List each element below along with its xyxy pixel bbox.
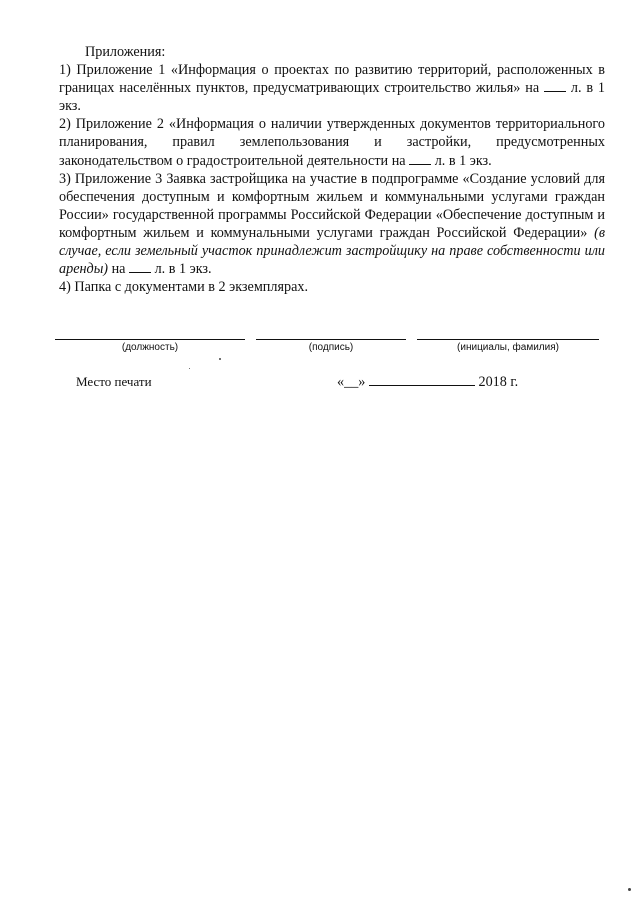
attachment-item-2-suffix: л. в 1 экз.	[434, 152, 492, 169]
page-count-blank	[409, 153, 431, 165]
date-month-blank	[369, 373, 475, 386]
stamp-label: Место печати	[76, 374, 152, 389]
scan-speck	[219, 358, 221, 360]
scan-speck	[628, 888, 631, 891]
attachment-item-3-mid: на	[111, 261, 126, 278]
signature-caption: (подпись)	[308, 342, 354, 353]
position-line	[55, 339, 245, 340]
attachment-item-3-suffix: л. в 1 экз.	[154, 261, 212, 278]
attachment-item-2-text: 2) Приложение 2 «Информация о наличии утвержденных документов территориального планирования, правил землепользования и застройки, предусмотренных законодательством о градостроительной деятельности на	[59, 116, 605, 169]
attachment-item-3	[59, 170, 605, 279]
attachments-section	[59, 43, 605, 296]
attachment-item-1-suffix: л. в 1 экз.	[59, 80, 606, 115]
attachment-item-3-text: 3) Приложение 3 Заявка застройщика на участие в подпрограмме «Создание условий для обеспечения доступным и комфортным жильем и коммунальными услугами граждан России» государственной программы Российской Федерации «Обеспечение доступным и комфортным жильем и коммунальными услугами граждан Российской Федерации»	[59, 170, 605, 241]
attachment-item-2	[59, 115, 605, 169]
year-label: 2018 г.	[478, 374, 519, 390]
attachment-item-4	[59, 278, 605, 296]
scan-speck	[189, 368, 190, 369]
date-close-quote: »	[358, 374, 366, 390]
attachment-item-1	[59, 61, 605, 115]
page-count-blank	[544, 80, 566, 92]
date-day-blank: __	[344, 374, 359, 390]
position-caption: (должность)	[121, 342, 179, 353]
date-row	[337, 373, 518, 391]
attachment-item-1-text: 1) Приложение 1 «Информация о проектах по развитию территорий, расположенных в границах населённых пунктов, предусматривающих строительство жилья» на	[59, 62, 605, 97]
name-caption: (инициалы, фамилия)	[457, 342, 559, 353]
attachments-heading: Приложения:	[85, 44, 166, 60]
page-count-blank	[129, 261, 151, 273]
attachment-item-3-note: (в случае, если земельный участок принадлежит застройщику на праве собственности или аренды)	[59, 224, 605, 278]
attachment-item-4-text: 4) Папка с документами в 2 экземплярах.	[59, 279, 309, 296]
signature-line	[256, 339, 406, 340]
name-line	[417, 339, 599, 340]
date-open-quote: «	[337, 374, 345, 390]
